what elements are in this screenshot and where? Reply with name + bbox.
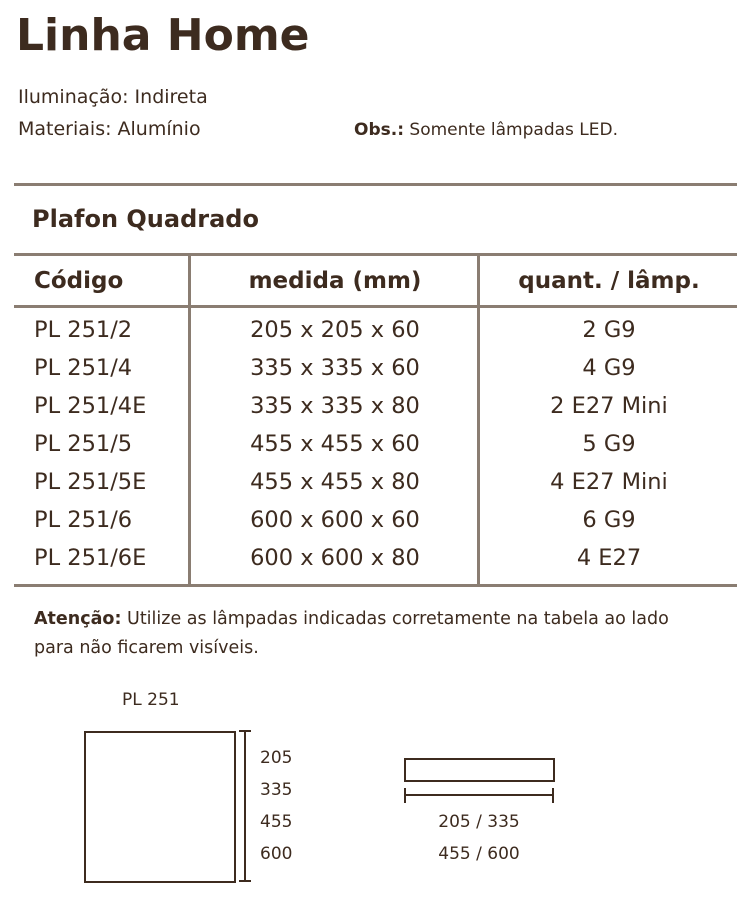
- side-size-label: 455: [260, 812, 293, 832]
- side-dimension-marker: [236, 729, 256, 885]
- side-view-profile: [404, 758, 555, 782]
- page-title: Linha Home: [16, 10, 310, 61]
- top-view-square: [84, 731, 236, 883]
- side-size-label: 205: [260, 748, 293, 768]
- table-cell-quant: 4 E27 Mini: [550, 469, 668, 495]
- table-cell-medida: 600 x 600 x 60: [250, 507, 420, 533]
- table-cell-medida: 335 x 335 x 80: [250, 393, 420, 419]
- attention-note: [34, 605, 714, 663]
- diagram-model-label: PL 251: [122, 690, 180, 710]
- width-label-2: 455 / 600: [438, 844, 520, 864]
- column-header-quant: quant. / lâmp.: [518, 268, 700, 294]
- attention-text: Utilize as lâmpadas indicadas corretamente na tabela ao lado para não ficarem visíveis.: [34, 609, 669, 658]
- observation-label: Obs.:: [354, 120, 404, 140]
- table-cell-medida: 335 x 335 x 60: [250, 355, 420, 381]
- table-cell-codigo: PL 251/6: [34, 507, 133, 533]
- table-cell-quant: 6 G9: [582, 507, 636, 533]
- side-size-label: 335: [260, 780, 293, 800]
- table-cell-medida: 205 x 205 x 60: [250, 317, 420, 343]
- table-cell-medida: 455 x 455 x 80: [250, 469, 420, 495]
- materials-info: Materiais: Alumínio: [18, 118, 201, 140]
- illumination-info: Iluminação: Indireta: [18, 86, 208, 108]
- table-cell-quant: 4 G9: [582, 355, 636, 381]
- column-header-codigo: Código: [34, 268, 124, 294]
- table-cell-medida: 455 x 455 x 60: [250, 431, 420, 457]
- table-cell-quant: 4 E27: [576, 545, 642, 571]
- table-cell-codigo: PL 251/4E: [34, 393, 147, 419]
- observation: [354, 120, 618, 140]
- table-cell-codigo: PL 251/2: [34, 317, 133, 343]
- width-label-1: 205 / 335: [438, 812, 520, 832]
- table-cell-medida: 600 x 600 x 80: [250, 545, 420, 571]
- table-header-rule: [14, 305, 737, 308]
- table-col-divider-1: [188, 253, 191, 587]
- observation-text: Somente lâmpadas LED.: [404, 120, 619, 140]
- side-size-label: 600: [260, 844, 293, 864]
- top-divider: [14, 183, 737, 186]
- table-cell-codigo: PL 251/5: [34, 431, 133, 457]
- table-bottom-rule: [14, 584, 737, 587]
- column-header-medida: medida (mm): [248, 268, 422, 294]
- table-cell-codigo: PL 251/5E: [34, 469, 147, 495]
- table-cell-codigo: PL 251/6E: [34, 545, 147, 571]
- table-cell-quant: 2 G9: [582, 317, 636, 343]
- table-cell-quant: 2 E27 Mini: [550, 393, 668, 419]
- attention-label: Atenção:: [34, 609, 122, 629]
- width-dimension-marker: [402, 786, 558, 806]
- table-cell-quant: 5 G9: [582, 431, 636, 457]
- table-top-rule: [14, 253, 737, 256]
- section-title: Plafon Quadrado: [32, 205, 259, 233]
- table-cell-codigo: PL 251/4: [34, 355, 133, 381]
